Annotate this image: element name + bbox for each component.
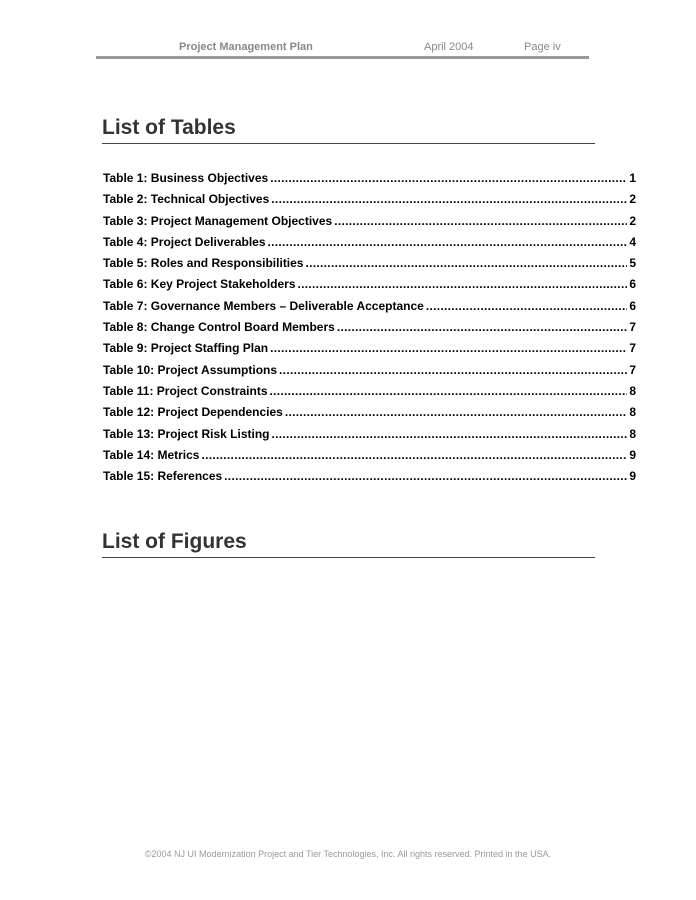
toc-entry[interactable]	[103, 277, 636, 298]
toc-entry-label: Table 8: Change Control Board Members	[103, 320, 335, 335]
toc-entry[interactable]	[103, 320, 636, 341]
dot-leader	[337, 320, 628, 334]
toc-entry-label: Table 4: Project Deliverables	[103, 234, 266, 249]
toc-entry-label: Table 11: Project Constraints	[103, 383, 268, 398]
toc-entry[interactable]	[103, 256, 636, 277]
header-title: Project Management Plan	[179, 41, 313, 53]
toc-entry-page: 2	[629, 213, 636, 228]
toc-entry-page: 7	[629, 362, 636, 377]
dot-leader	[272, 427, 628, 441]
toc-entry-page: 6	[629, 298, 636, 313]
dot-leader	[306, 256, 628, 270]
toc-entry-page: 9	[629, 447, 636, 462]
dot-leader	[224, 469, 627, 483]
dot-leader	[285, 405, 627, 419]
toc-entry[interactable]	[103, 171, 636, 192]
toc-entry-label: Table 9: Project Staffing Plan	[103, 341, 269, 356]
toc-entry[interactable]	[103, 299, 636, 320]
toc-entry-page: 8	[629, 383, 636, 398]
toc-entry[interactable]	[103, 341, 636, 362]
toc-entry[interactable]	[103, 214, 636, 235]
toc-entry-page: 9	[629, 469, 636, 484]
footer-copyright: ©2004 NJ UI Modernization Project and Tier Technologies, Inc. All rights reserved. Printed in the USA.	[144, 849, 552, 859]
toc-entry-page: 6	[629, 277, 636, 292]
toc-entry[interactable]	[103, 405, 636, 426]
dot-leader	[270, 171, 627, 185]
toc-entry-page: 1	[629, 171, 636, 185]
toc-entry[interactable]	[103, 363, 636, 384]
dot-leader	[270, 341, 627, 355]
dot-leader	[271, 192, 627, 206]
dot-leader	[426, 299, 628, 313]
toc-entry[interactable]	[103, 192, 636, 213]
list-of-figures-heading: List of Figures	[102, 530, 595, 558]
toc-entry-label: Table 14: Metrics	[103, 447, 200, 462]
dot-leader	[270, 384, 628, 398]
toc-entry-label: Table 15: References	[103, 469, 223, 484]
toc-entry-label: Table 10: Project Assumptions	[103, 362, 278, 377]
toc-entry-page: 2	[629, 192, 636, 207]
dot-leader	[298, 277, 628, 291]
dot-leader	[279, 363, 627, 377]
toc-entry-label: Table 3: Project Management Objectives	[103, 213, 333, 228]
header-date: April 2004	[424, 41, 474, 53]
toc-entry-label: Table 6: Key Project Stakeholders	[103, 277, 296, 292]
toc-entry[interactable]	[103, 469, 636, 490]
toc-entry-label: Table 7: Governance Members – Deliverable Acceptance	[103, 298, 424, 313]
toc-entry-page: 4	[629, 234, 636, 249]
toc-entry[interactable]	[103, 448, 636, 469]
toc-entry-label: Table 2: Technical Objectives	[103, 192, 270, 207]
toc-entry[interactable]	[103, 427, 636, 448]
toc-entry-page: 5	[629, 256, 636, 271]
toc-entry-label: Table 1: Business Objectives	[103, 171, 269, 185]
dot-leader	[334, 214, 627, 228]
page-header	[96, 40, 589, 59]
toc-entry-label: Table 12: Project Dependencies	[103, 405, 283, 420]
dot-leader	[268, 235, 628, 249]
toc-entry-label: Table 5: Roles and Responsibilities	[103, 256, 304, 271]
toc-entry[interactable]	[103, 235, 636, 256]
toc-entry-page: 7	[629, 341, 636, 356]
header-page-number: Page iv	[524, 41, 561, 53]
toc-entry-label: Table 13: Project Risk Listing	[103, 426, 270, 441]
table-of-contents	[103, 171, 636, 490]
toc-entry[interactable]	[103, 384, 636, 405]
toc-entry-page: 8	[629, 405, 636, 420]
dot-leader	[201, 448, 627, 462]
toc-entry-page: 7	[629, 320, 636, 335]
list-of-tables-heading: List of Tables	[102, 116, 595, 144]
toc-entry-page: 8	[629, 426, 636, 441]
